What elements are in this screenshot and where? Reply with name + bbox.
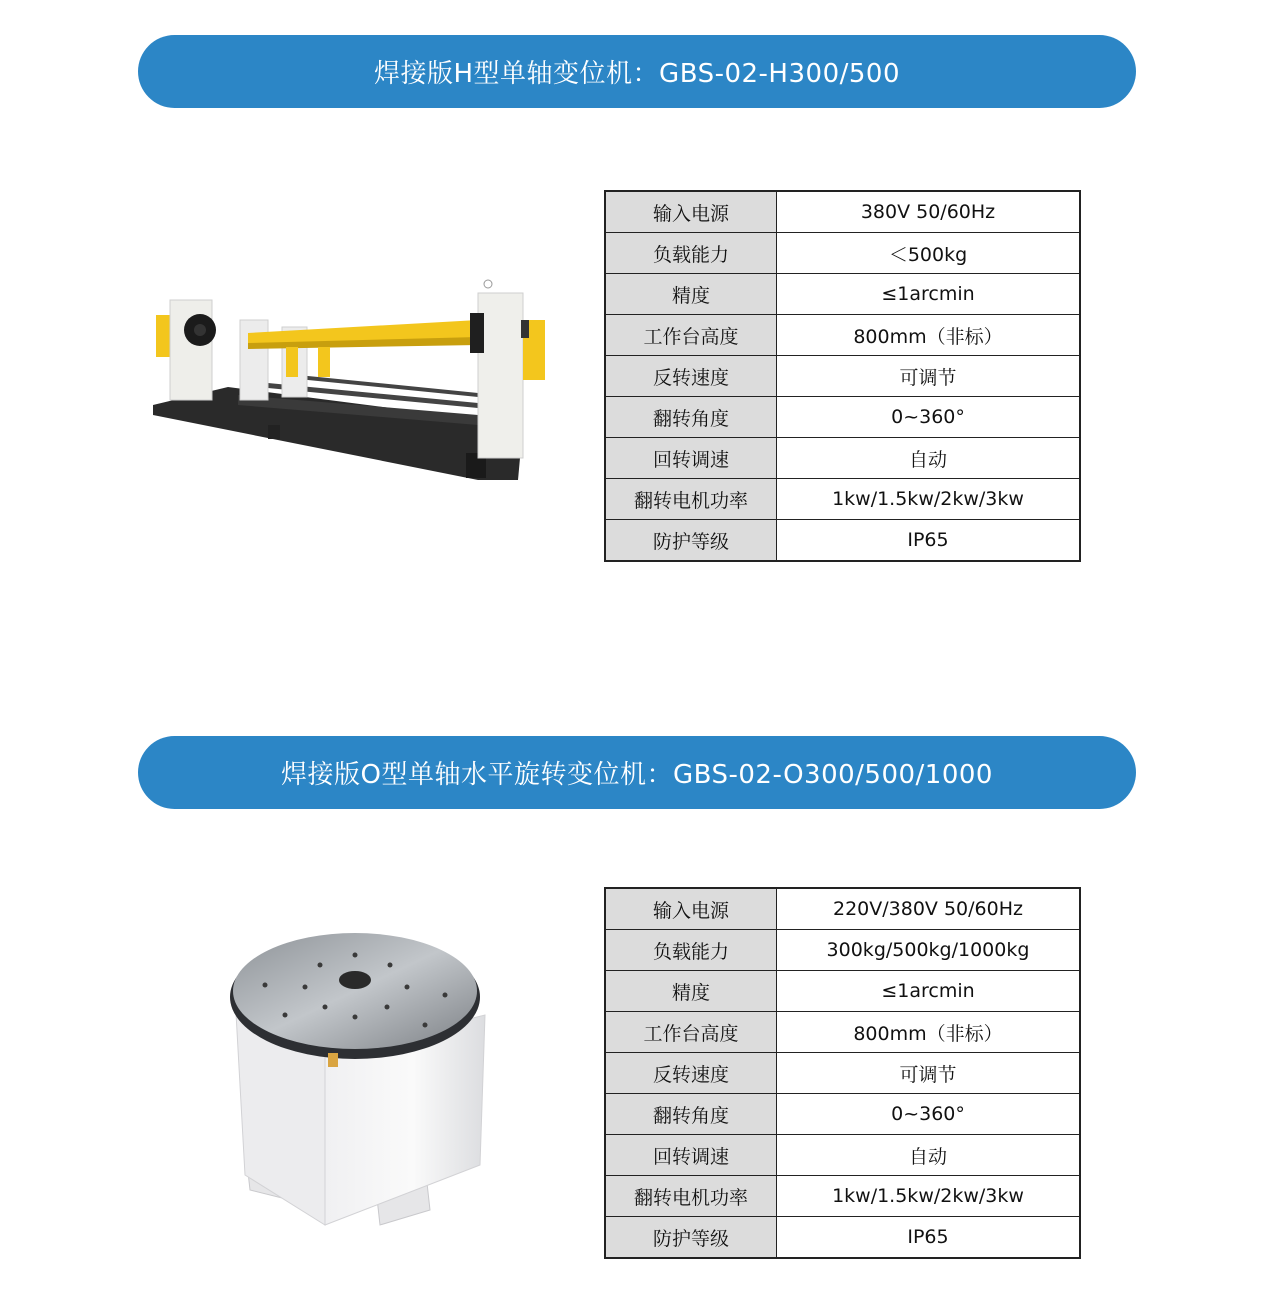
spec-value: 300kg/500kg/1000kg	[777, 930, 1081, 971]
spec-key: 翻转电机功率	[605, 479, 777, 520]
spec-row	[605, 191, 1080, 233]
spec-row	[605, 888, 1080, 930]
spec-value: 可调节	[777, 1053, 1081, 1094]
spec-key: 防护等级	[605, 520, 777, 562]
spec-row	[605, 397, 1080, 438]
section-title-h-positioner: 焊接版H型单轴变位机：GBS-02-H300/500	[138, 35, 1136, 108]
spec-value: 1kw/1.5kw/2kw/3kw	[777, 479, 1081, 520]
h-positioner-photo	[148, 275, 558, 490]
spec-row	[605, 274, 1080, 315]
spec-value: 自动	[777, 1135, 1081, 1176]
spec-key: 翻转电机功率	[605, 1176, 777, 1217]
spec-key: 负载能力	[605, 233, 777, 274]
spec-key: 回转调速	[605, 438, 777, 479]
spec-key: 回转调速	[605, 1135, 777, 1176]
spec-key: 翻转角度	[605, 397, 777, 438]
spec-value: 0~360°	[777, 1094, 1081, 1135]
spec-value: 可调节	[777, 356, 1081, 397]
spec-value: 800mm（非标）	[777, 1012, 1081, 1053]
spec-row	[605, 479, 1080, 520]
spec-row	[605, 1135, 1080, 1176]
spec-value: 380V 50/60Hz	[777, 191, 1081, 233]
spec-key: 工作台高度	[605, 315, 777, 356]
spec-row	[605, 1012, 1080, 1053]
spec-value: 800mm（非标）	[777, 315, 1081, 356]
spec-row	[605, 356, 1080, 397]
spec-key: 反转速度	[605, 1053, 777, 1094]
spec-row	[605, 315, 1080, 356]
spec-key: 工作台高度	[605, 1012, 777, 1053]
spec-key: 反转速度	[605, 356, 777, 397]
o-positioner-photo	[225, 925, 495, 1230]
spec-value: IP65	[777, 1217, 1081, 1259]
spec-value: 自动	[777, 438, 1081, 479]
spec-key: 输入电源	[605, 888, 777, 930]
spec-row	[605, 1094, 1080, 1135]
spec-key: 负载能力	[605, 930, 777, 971]
spec-key: 防护等级	[605, 1217, 777, 1259]
section-title-o-positioner: 焊接版O型单轴水平旋转变位机：GBS-02-O300/500/1000	[138, 736, 1136, 809]
spec-value: ≤1arcmin	[777, 971, 1081, 1012]
spec-key: 精度	[605, 274, 777, 315]
spec-row	[605, 1053, 1080, 1094]
spec-key: 输入电源	[605, 191, 777, 233]
spec-table-o-positioner	[604, 887, 1081, 1259]
spec-row	[605, 1217, 1080, 1259]
spec-value: ≤1arcmin	[777, 274, 1081, 315]
spec-row	[605, 438, 1080, 479]
spec-row	[605, 1176, 1080, 1217]
spec-row	[605, 971, 1080, 1012]
spec-row	[605, 930, 1080, 971]
spec-value: 220V/380V 50/60Hz	[777, 888, 1081, 930]
spec-row	[605, 233, 1080, 274]
spec-key: 翻转角度	[605, 1094, 777, 1135]
spec-row	[605, 520, 1080, 562]
spec-key: 精度	[605, 971, 777, 1012]
spec-value: IP65	[777, 520, 1081, 562]
spec-value: 0~360°	[777, 397, 1081, 438]
spec-table-h-positioner	[604, 190, 1081, 562]
spec-value: 1kw/1.5kw/2kw/3kw	[777, 1176, 1081, 1217]
spec-value: ＜500kg	[777, 233, 1081, 274]
